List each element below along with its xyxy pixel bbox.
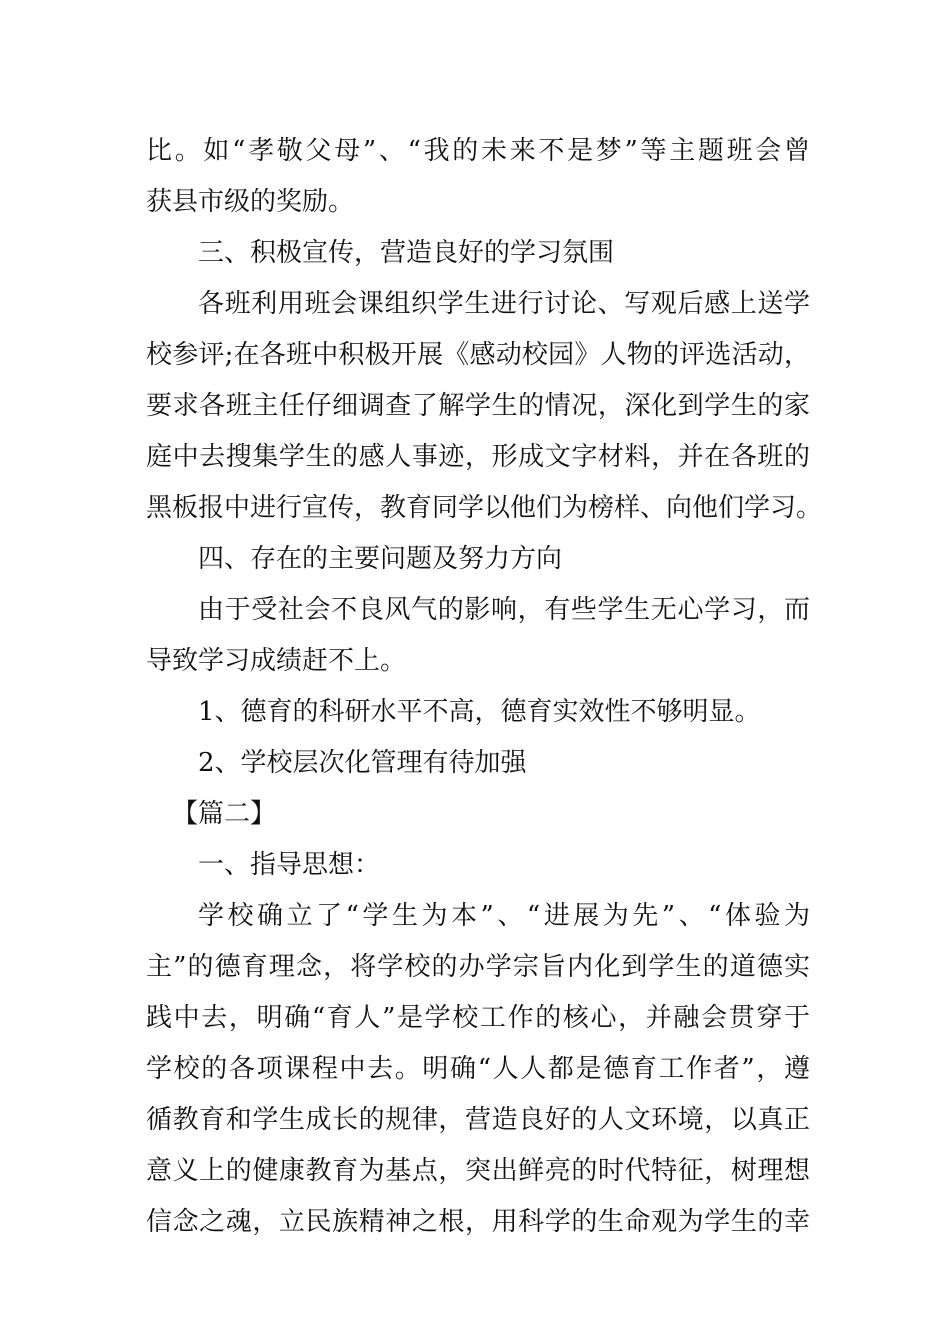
text-line: 要求各班主任仔细调查了解学生的情况，深化到学生的家: [146, 391, 810, 421]
text-line: 比。如“孝敬父母”、“我的未来不是梦”等主题班会曾: [146, 136, 810, 166]
list-item: 2、学校层次化管理有待加强: [198, 748, 527, 778]
section-heading: 一、指导思想：: [198, 850, 381, 880]
text-line: 各班利用班会课组织学生进行讨论、写观后感上送学: [198, 289, 810, 319]
document-body: [146, 126, 823, 1248]
text-line: 庭中去搜集学生的感人事迹，形成文字材料，并在各班的: [146, 442, 810, 472]
text-line: 导致学习成绩赶不上。: [146, 646, 407, 676]
part-heading: 【篇二】: [172, 799, 277, 829]
text-line: 循教育和学生成长的规律，营造良好的人文环境，以真正: [146, 1105, 810, 1135]
section-heading: 三、积极宣传，营造良好的学习氛围: [198, 238, 615, 268]
text-line: 由于受社会不良风气的影响，有些学生无心学习，而: [198, 595, 810, 625]
text-line: 学校的各项课程中去。明确“人人都是德育工作者”，遵: [146, 1054, 810, 1084]
text-line: 校参评;在各班中积极开展《感动校园》人物的评选活动，: [146, 340, 810, 370]
text-line: 意义上的健康教育为基点，突出鲜亮的时代特征，树理想: [146, 1156, 810, 1186]
text-line: 主”的德育理念，将学校的办学宗旨内化到学生的道德实: [146, 952, 810, 982]
text-line: 践中去，明确“育人”是学校工作的核心，并融会贯穿于: [146, 1003, 810, 1033]
text-line: 黑板报中进行宣传，教育同学以他们为榜样、向他们学习。: [146, 493, 823, 523]
text-line: 获县市级的奖励。: [146, 187, 355, 217]
text-line: 信念之魂，立民族精神之根，用科学的生命观为学生的幸: [146, 1207, 810, 1237]
text-line: 学校确立了“学生为本”、“进展为先”、“体验为: [198, 901, 810, 931]
section-heading: 四、存在的主要问题及努力方向: [198, 544, 563, 574]
list-item: 1、德育的科研水平不高，德育实效性不够明显。: [198, 697, 761, 727]
